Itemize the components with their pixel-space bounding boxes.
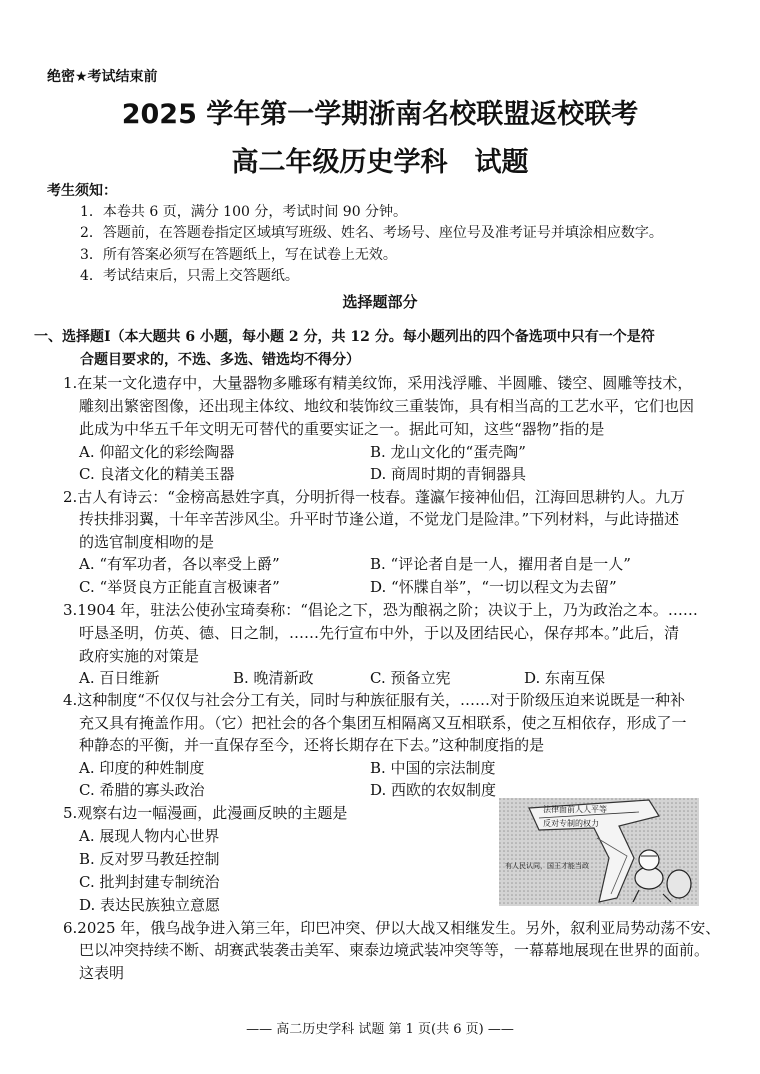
section-title: 选择题部分: [342, 293, 418, 311]
cartoon-caption-2: 反对专制的权力: [543, 819, 599, 828]
q3-option-d: D. 东南互保: [524, 669, 606, 687]
q1-option-d: D. 商周时期的青铜器具: [370, 465, 527, 483]
notice-item: 2．答题前，在答题卷指定区域填写班级、姓名、考场号、座位号及准考证号并填涂相应数字。: [80, 225, 663, 241]
q6-stem: 巴以冲突持续不断、胡赛武装袭击美军、柬泰边境武装冲突等等，一幕幕地展现在世界的面前。: [79, 941, 710, 959]
q1-stem: 1.在某一文化遗存中，大量器物多雕琢有精美纹饰，采用浅浮雕、半圆雕、镂空、圆雕等技术，: [63, 374, 693, 392]
q5-option-b: B. 反对罗马教廷控制: [79, 850, 220, 868]
q3-option-a: A. 百日维新: [79, 669, 160, 687]
q4-stem: 种静态的平衡，并一直保存至今，还将长期存在下去。”这种制度指的是: [79, 736, 545, 754]
notice-item: 3．所有答案必须写在答题纸上，写在试卷上无效。: [80, 247, 397, 263]
cartoon-caption-3: 有人民认同，国王才能当政: [505, 862, 589, 870]
q2-stem: 抟扶排羽翼，十年辛苦涉风尘。升平时节逢公道，不觉龙门是险津。”下列材料，与此诗描述: [79, 510, 680, 528]
exam-title: 2025 学年第一学期浙南名校联盟返校联考: [121, 99, 639, 130]
q2-stem: 2.古人有诗云：“金榜高悬姓字真，分明折得一枝春。蓬瀛乍接神仙侣，江海回思耕钓人。九万: [63, 488, 685, 506]
q2-option-a: A. “有军功者，各以率受上爵”: [79, 555, 280, 573]
q4-option-b: B. 中国的宗法制度: [370, 759, 496, 777]
q3-stem: 吁恳圣明，仿英、德、日之制，……先行宣布中外，于以及团结民心，保存邦本。”此后，清: [79, 624, 680, 642]
q2-option-b: B. “评论者自是一人，擢用者自是一人”: [370, 555, 631, 573]
q1-stem: 此成为中华五千年文明无可替代的重要实证之一。据此可知，这些“器物”指的是: [79, 420, 605, 438]
q4-stem: 充又具有掩盖作用。（它）把社会的各个集团互相隔离又互相联系，使之互相依存，形成了一: [79, 714, 687, 732]
exam-subtitle: 高二年级历史学科 试题: [231, 147, 529, 178]
q6-stem: 这表明: [79, 964, 125, 982]
cartoon-caption-1: 法律面前人人平等: [543, 805, 607, 814]
q3-option-c: C. 预备立宪: [370, 669, 451, 687]
q4-stem: 4.这种制度“不仅仅与社会分工有关，同时与种族征服有关，……对于阶级压迫来说既是一种补: [63, 691, 685, 709]
q3-option-b: B. 晚清新政: [233, 669, 314, 687]
q1-option-b: B. 龙山文化的“蛋壳陶”: [370, 443, 526, 461]
q1-stem: 雕刻出繁密图像，还出现主体纹、地纹和装饰纹三重装饰，具有相当高的工艺水平，它们也因: [79, 397, 695, 415]
q4-option-a: A. 印度的种姓制度: [79, 759, 205, 777]
q5-option-a: A. 展现人物内心世界: [79, 827, 220, 845]
q6-stem: 6.2025 年，俄乌战争进入第三年，印巴冲突、伊以大战又相继发生。另外，叙利亚局势动荡不安、: [63, 919, 721, 937]
part1-instruction: 一、选择题Ⅰ（本大题共 6 小题，每小题 2 分，共 12 分。每小题列出的四个备选项中只有一个是符: [34, 329, 655, 345]
q5-option-d: D. 表达民族独立意愿: [79, 896, 221, 914]
q5-option-c: C. 批判封建专制统治: [79, 873, 220, 891]
q4-option-c: C. 希腊的寡头政治: [79, 781, 205, 799]
q5-stem: 5.观察右边一幅漫画，此漫画反映的主题是: [63, 804, 348, 822]
q2-stem: 的选官制度相吻的是: [79, 533, 215, 551]
notice-heading: 考生须知：: [47, 183, 117, 199]
notice-item: 1．本卷共 6 页，满分 100 分，考试时间 90 分钟。: [80, 204, 408, 220]
notice-item: 4．考试结束后，只需上交答题纸。: [80, 268, 299, 284]
q4-option-d: D. 西欧的农奴制度: [370, 781, 497, 799]
q1-option-a: A. 仰韶文化的彩绘陶器: [79, 443, 235, 461]
q2-option-c: C. “举贤良方正能直言极谏者”: [79, 578, 280, 596]
confidential-mark: 绝密★考试结束前: [47, 69, 158, 85]
part1-instruction-cont: 合题目要求的，不选、多选、错选均不得分）: [80, 352, 360, 368]
q2-option-d: D. “怀牒自举”，“一切以程文为去留”: [370, 578, 617, 596]
cartoon-image: [499, 798, 699, 906]
q1-option-c: C. 良渚文化的精美玉器: [79, 465, 235, 483]
q3-stem: 3.1904 年，驻法公使孙宝琦奏称：“倡论之下，恐为酿祸之阶；决议于上，乃为政治之本。……: [63, 601, 698, 619]
q3-stem: 政府实施的对策是: [79, 647, 200, 665]
page-footer: —— 高二历史学科 试题 第 1 页(共 6 页) ——: [246, 1022, 514, 1037]
